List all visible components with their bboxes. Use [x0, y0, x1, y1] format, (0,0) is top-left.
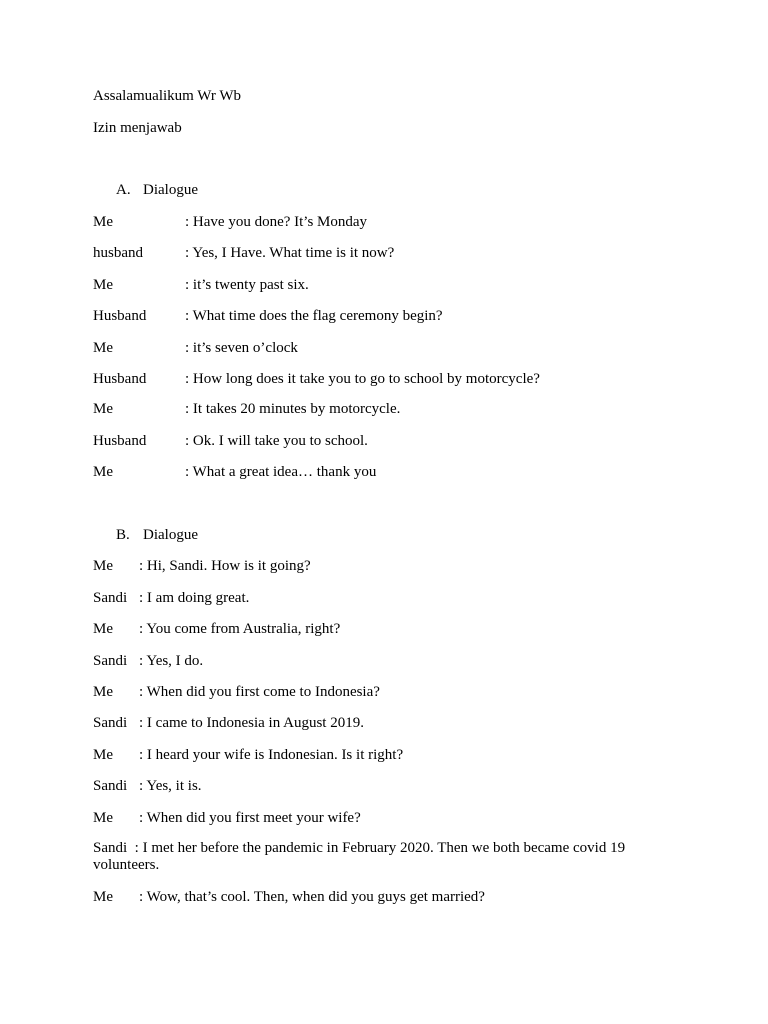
dialogue-b-line [93, 888, 485, 906]
dialogue-a-line [93, 400, 400, 418]
speaker-label: Me [93, 214, 113, 230]
line-text: : How long does it take you to go to school by motorcycle? [185, 371, 540, 387]
dialogue-b-line [93, 589, 249, 607]
speaker-label: Me [93, 747, 113, 763]
intro-text: Izin menjawab [93, 120, 182, 136]
dialogue-b-line [93, 840, 663, 874]
speaker-label: Me [93, 277, 113, 293]
line-text: : Wow, that’s cool. Then, when did you guys get married? [139, 889, 485, 905]
line-text: : it’s seven o’clock [185, 340, 298, 356]
section-b-marker: B. [116, 527, 130, 543]
line-text: : I heard your wife is Indonesian. Is it right? [139, 747, 404, 763]
speaker-label: husband [93, 245, 143, 261]
line-text: : I met her before the pandemic in February 2020. Then we both became covid 19 volunteers. [93, 840, 626, 873]
line-text: : I came to Indonesia in August 2019. [139, 715, 364, 731]
speaker-label: Sandi [93, 590, 128, 606]
dialogue-b-line [93, 683, 380, 701]
dialogue-a-line [93, 213, 367, 231]
speaker-label: Me [93, 684, 113, 700]
line-text: : it’s twenty past six. [185, 277, 309, 293]
line-text: : Yes, I do. [139, 653, 204, 669]
line-text: : Yes, I Have. What time is it now? [185, 245, 395, 261]
section-b-title: Dialogue [143, 527, 198, 543]
dialogue-b-line [93, 620, 340, 638]
dialogue-b-line [93, 746, 403, 764]
dialogue-b-line [93, 777, 202, 795]
speaker-label: Me [93, 810, 113, 826]
line-text: : When did you first meet your wife? [139, 810, 361, 826]
dialogue-a-line [93, 370, 540, 388]
section-b-heading [116, 526, 198, 544]
speaker-label: Me [93, 464, 113, 480]
section-a-title: Dialogue [143, 182, 198, 198]
speaker-label: Sandi [93, 715, 128, 731]
speaker-label: Me [93, 401, 113, 417]
dialogue-a-line [93, 276, 309, 294]
dialogue-a-line [93, 463, 376, 481]
section-a-heading [116, 181, 198, 199]
line-text: : Yes, it is. [139, 778, 202, 794]
line-text: : What time does the flag ceremony begin? [185, 308, 443, 324]
speaker-label: Sandi [93, 653, 128, 669]
speaker-label: Me [93, 340, 113, 356]
speaker-label: Me [93, 621, 113, 637]
line-text: : What a great idea… thank you [185, 464, 377, 480]
dialogue-a-line [93, 244, 394, 262]
speaker-label: Me [93, 889, 113, 905]
dialogue-b-line [93, 652, 203, 670]
section-a-marker: A. [116, 182, 131, 198]
line-text: : Hi, Sandi. How is it going? [139, 558, 311, 574]
speaker-label: Sandi [93, 840, 128, 856]
line-text: : Have you done? It’s Monday [185, 214, 368, 230]
dialogue-a-line [93, 307, 443, 325]
line-text: : I am doing great. [139, 590, 250, 606]
line-text: : Ok. I will take you to school. [185, 433, 368, 449]
line-text: : You come from Australia, right? [139, 621, 341, 637]
speaker-label: Husband [93, 433, 147, 449]
line-text: : When did you first come to Indonesia? [139, 684, 380, 700]
speaker-label: Husband [93, 371, 147, 387]
dialogue-b-line [93, 714, 364, 732]
line-text: : It takes 20 minutes by motorcycle. [185, 401, 401, 417]
greeting-text: Assalamualikum Wr Wb [93, 88, 241, 104]
speaker-label: Husband [93, 308, 147, 324]
speaker-label: Sandi [93, 778, 128, 794]
speaker-label: Me [93, 558, 113, 574]
dialogue-a-line [93, 339, 298, 357]
dialogue-b-line [93, 557, 311, 575]
dialogue-a-line [93, 432, 368, 450]
dialogue-b-line [93, 809, 361, 827]
